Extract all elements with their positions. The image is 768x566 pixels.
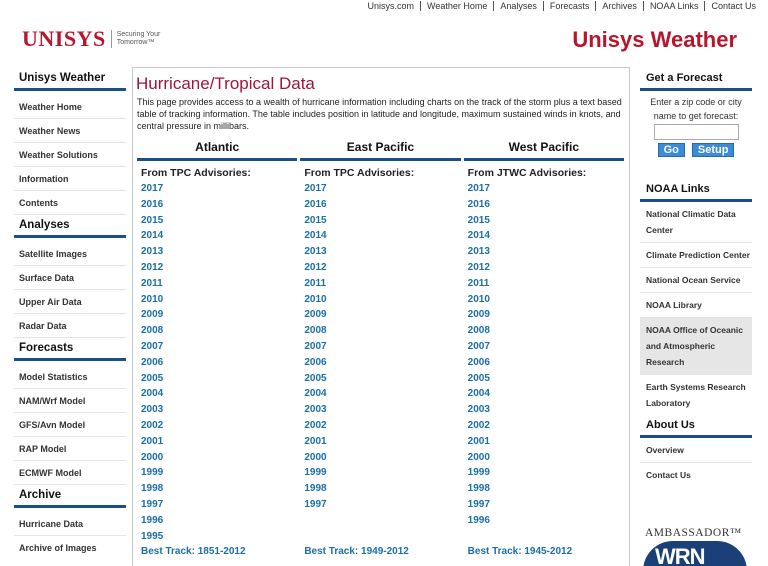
sidebar-item-model-statistics[interactable]: Model Statistics: [14, 365, 126, 389]
noaa-link-national-ocean-service[interactable]: National Ocean Service: [640, 268, 752, 293]
year-link[interactable]: 2005: [467, 372, 490, 384]
year-link[interactable]: 2000: [304, 451, 327, 463]
year-link[interactable]: 2011: [304, 277, 327, 289]
year-link[interactable]: 2012: [467, 261, 490, 273]
column-subheading: From JTWC Advisories:: [467, 167, 587, 179]
sidebar-heading-forecasts: Forecasts: [14, 338, 126, 361]
year-link[interactable]: 2014: [304, 230, 327, 242]
year-link[interactable]: 2007: [304, 340, 327, 352]
forecast-box: [640, 91, 752, 157]
sidebar-item-weather-home[interactable]: Weather Home: [14, 95, 126, 119]
about-list: [640, 438, 752, 487]
logo-tagline: Securing Your Tomorrow™: [116, 31, 161, 46]
sidebar-item-nam-wrf-model[interactable]: NAM/Wrf Model: [14, 389, 126, 413]
year-link[interactable]: 2003: [304, 404, 327, 416]
logo-divider: [111, 30, 112, 48]
year-link[interactable]: 2006: [141, 356, 164, 368]
column-east-pacific: [300, 137, 460, 560]
top-nav: [362, 0, 757, 12]
column-atlantic: [137, 137, 297, 560]
unisys-logo[interactable]: [22, 26, 177, 52]
year-link[interactable]: 2017: [141, 183, 164, 194]
about-section: [640, 415, 752, 487]
sidebar-item-information[interactable]: Information: [14, 167, 126, 191]
year-link[interactable]: 2015: [467, 214, 490, 226]
topnav-link-analyses[interactable]: Analyses: [494, 1, 544, 11]
year-link[interactable]: 1997: [467, 498, 490, 510]
year-link[interactable]: 2004: [304, 388, 327, 400]
year-list: [137, 181, 297, 544]
year-link[interactable]: 2000: [467, 451, 490, 463]
intro-text: This page provides access to a wealth of hurricane information including charts on the track of the storm plus a text based table of tracking information. The table includes position in latitude and longitude, maximum sustained winds in knots, and central pressure in millibars.: [137, 97, 622, 131]
year-link[interactable]: 2003: [467, 404, 490, 416]
year-list: [464, 181, 624, 544]
year-link[interactable]: 1998: [467, 483, 490, 495]
year-link[interactable]: 2017: [304, 183, 327, 194]
year-link[interactable]: 2003: [141, 404, 164, 416]
noaa-link-noaa-office-of-oceanic-and-atmospheric-research[interactable]: NOAA Office of Oceanic and Atmospheric Research: [640, 318, 752, 375]
sidebar-item-weather-news[interactable]: Weather News: [14, 119, 126, 143]
wrn-mark: [643, 541, 747, 566]
year-link[interactable]: 2001: [304, 435, 327, 447]
column-subheading: From TPC Advisories:: [141, 167, 251, 179]
year-link[interactable]: 2009: [304, 309, 327, 321]
forecast-heading: Get a Forecast: [640, 68, 752, 91]
column-subheading: From TPC Advisories:: [304, 167, 415, 179]
noaa-link-climate-prediction-center[interactable]: Climate Prediction Center: [640, 243, 752, 268]
topnav-link-contact-us[interactable]: Contact Us: [711, 1, 756, 11]
sidebar-item-satellite-images[interactable]: Satellite Images: [14, 242, 126, 266]
year-link[interactable]: 2013: [467, 246, 490, 258]
column-west-pacific: [464, 137, 624, 560]
sidebar-item-upper-air-data[interactable]: Upper Air Data: [14, 290, 126, 314]
year-link[interactable]: 2013: [141, 246, 164, 258]
year-link[interactable]: 2007: [467, 340, 490, 352]
year-link[interactable]: 2007: [141, 340, 164, 352]
year-link[interactable]: 2013: [304, 246, 327, 258]
sidebar-item-radar-data[interactable]: Radar Data: [14, 314, 126, 338]
year-link[interactable]: 2014: [141, 230, 164, 242]
sidebar-item-weather-solutions[interactable]: Weather Solutions: [14, 143, 126, 167]
year-link[interactable]: 2011: [467, 277, 490, 289]
wrn-text: WRN: [655, 544, 705, 566]
noaa-links-section: [640, 179, 752, 415]
year-link[interactable]: 2004: [141, 388, 164, 400]
year-link[interactable]: 2006: [304, 356, 327, 368]
sidebar-item-gfs-avn-model[interactable]: GFS/Avn Model: [14, 413, 126, 437]
sidebar-heading-analyses: Analyses: [14, 215, 126, 238]
page-title: Hurricane/Tropical Data: [136, 74, 315, 93]
year-spacer: [304, 513, 460, 529]
topnav-link-weather-home[interactable]: Weather Home: [421, 1, 494, 11]
year-link[interactable]: 2001: [467, 435, 490, 447]
main-content: [132, 67, 630, 566]
right-sidebar: [640, 68, 752, 487]
year-link[interactable]: 2008: [467, 325, 490, 337]
column-heading: West Pacific: [464, 137, 624, 161]
zip-input[interactable]: [654, 124, 739, 140]
column-heading: Atlantic: [137, 137, 297, 161]
best-track-link[interactable]: Best Track: 1945-2012: [467, 546, 573, 558]
column-heading: East Pacific: [300, 137, 460, 161]
sidebar-item-archive-of-images[interactable]: Archive of Images: [19, 543, 97, 553]
logo-wordmark: UNISYS: [22, 26, 106, 51]
topnav-link-noaa-links[interactable]: NOAA Links: [644, 1, 706, 11]
year-link[interactable]: 2014: [467, 230, 490, 242]
sidebar-item-rap-model[interactable]: RAP Model: [14, 437, 126, 461]
brand-title: Unisys Weather: [572, 27, 737, 52]
year-link[interactable]: 1996: [141, 514, 164, 526]
year-link[interactable]: 2001: [141, 435, 164, 447]
year-link[interactable]: 2015: [304, 214, 327, 226]
year-link[interactable]: 1998: [304, 483, 327, 495]
year-link[interactable]: 2009: [141, 309, 164, 321]
year-link[interactable]: 2008: [141, 325, 164, 337]
about-link-overview[interactable]: Overview: [640, 438, 752, 463]
year-spacer: [304, 529, 460, 545]
year-link[interactable]: 2008: [304, 325, 327, 337]
ambassador-text: AMBASSADOR™: [645, 527, 742, 539]
year-link[interactable]: 2016: [467, 198, 490, 210]
left-sidebar: [14, 68, 126, 560]
about-link-contact-us[interactable]: Contact Us: [646, 470, 691, 480]
forecast-buttons: [640, 143, 752, 157]
year-list: [300, 181, 460, 544]
year-link[interactable]: 2002: [304, 419, 327, 431]
year-link[interactable]: 2002: [141, 419, 164, 431]
year-link[interactable]: 2009: [467, 309, 490, 321]
year-spacer: [468, 529, 624, 545]
noaa-link-noaa-library[interactable]: NOAA Library: [640, 293, 752, 318]
sidebar-item-ecmwf-model[interactable]: ECMWF Model: [14, 461, 126, 485]
topnav-link-archives[interactable]: Archives: [596, 1, 644, 11]
setup-button[interactable]: Setup: [692, 143, 735, 157]
year-link[interactable]: 2016: [304, 198, 327, 210]
year-link[interactable]: 2005: [141, 372, 164, 384]
year-link[interactable]: 2010: [467, 293, 490, 305]
year-link[interactable]: 1998: [141, 483, 164, 495]
year-link[interactable]: 2000: [141, 451, 164, 463]
year-link[interactable]: 1999: [141, 467, 164, 479]
year-link[interactable]: 1997: [141, 498, 164, 510]
go-button[interactable]: Go: [658, 143, 685, 157]
sidebar-item-surface-data[interactable]: Surface Data: [14, 266, 126, 290]
topnav-link-unisys-com[interactable]: Unisys.com: [362, 1, 422, 11]
year-link[interactable]: 1997: [304, 498, 327, 510]
year-link[interactable]: 2002: [467, 419, 490, 431]
year-link[interactable]: 2004: [467, 388, 490, 400]
year-link[interactable]: 2012: [304, 261, 327, 273]
sidebar-heading-unisys-weather: Unisys Weather: [14, 68, 126, 91]
best-track-link[interactable]: Best Track: 1851-2012: [141, 546, 246, 558]
noaa-links-list: [640, 202, 752, 415]
year-link[interactable]: 2010: [141, 293, 164, 305]
year-link[interactable]: 2005: [304, 372, 327, 384]
sidebar-heading-archive: Archive: [14, 485, 126, 508]
year-link[interactable]: 2012: [141, 261, 164, 273]
best-track-link[interactable]: Best Track: 1949-2012: [304, 546, 409, 558]
forecast-prompt: Enter a zip code or city name to get forecast:: [650, 97, 742, 121]
sidebar-item-contents[interactable]: Contents: [14, 191, 126, 215]
year-link[interactable]: 1995: [141, 530, 164, 542]
year-link[interactable]: 2015: [141, 214, 164, 226]
noaa-link-earth-systems-research-laboratory[interactable]: Earth Systems Research Laboratory: [646, 382, 746, 408]
year-link[interactable]: 2010: [304, 293, 327, 305]
ambassador-logo[interactable]: [641, 525, 751, 566]
sidebar-item-hurricane-data[interactable]: Hurricane Data: [14, 512, 126, 536]
year-link[interactable]: 1996: [467, 514, 490, 526]
year-link[interactable]: 1999: [467, 467, 490, 479]
about-heading: About Us: [640, 415, 752, 438]
year-link[interactable]: 2016: [141, 198, 164, 210]
year-link[interactable]: 2017: [467, 183, 490, 194]
year-link[interactable]: 2006: [467, 356, 490, 368]
year-link[interactable]: 2011: [141, 277, 163, 289]
noaa-link-national-climatic-data-center[interactable]: National Climatic Data Center: [640, 202, 752, 243]
year-link[interactable]: 1999: [304, 467, 327, 479]
noaa-links-heading: NOAA Links: [640, 179, 752, 202]
basin-columns: [137, 137, 624, 560]
topnav-link-forecasts[interactable]: Forecasts: [544, 1, 597, 11]
